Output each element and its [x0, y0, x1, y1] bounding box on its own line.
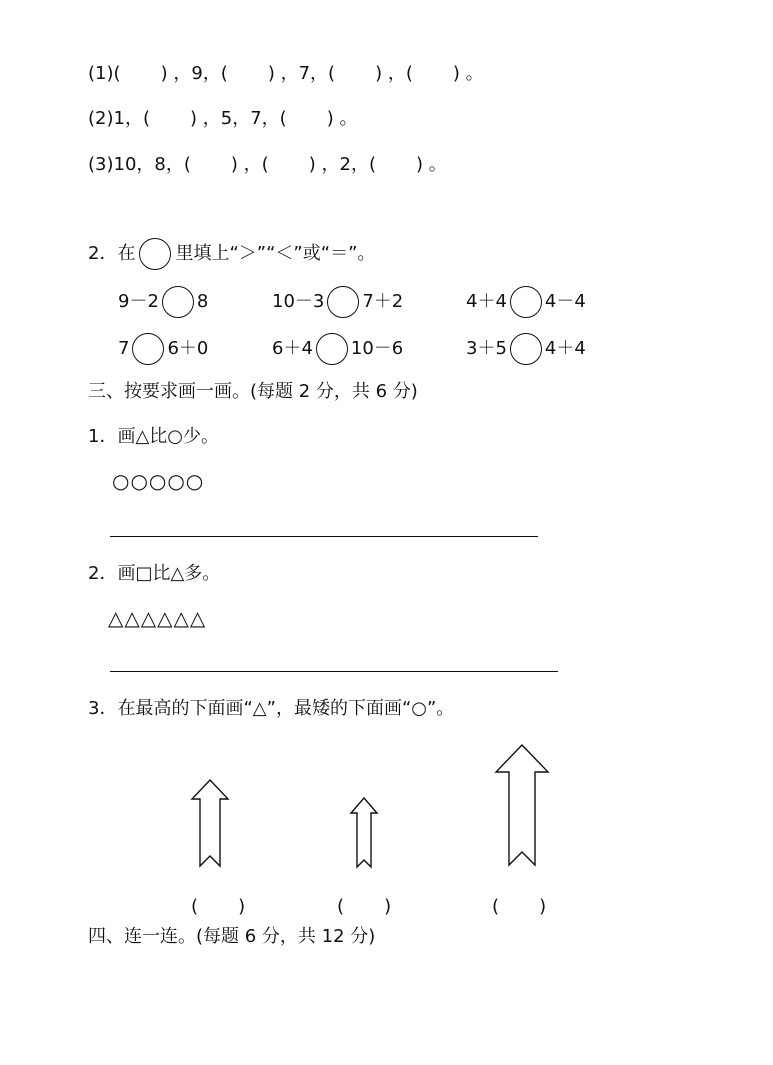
compare-right: 6＋0	[167, 338, 209, 359]
arrow-tall-icon	[496, 745, 548, 865]
answer-paren-2[interactable]: ( )	[337, 896, 392, 917]
compare-title-suffix: 里填上“＞”“＜”或“＝”。	[175, 243, 376, 264]
compare-right: 8	[196, 291, 209, 312]
compare-right: 4＋4	[544, 338, 586, 359]
compare-right: 4－4	[544, 291, 586, 312]
sequence-line-3: (3)10，8，( ) ，( ) ，2，( ) 。	[88, 154, 447, 175]
section-4-heading: 四、连一连。(每题 6 分，共 12 分)	[88, 926, 376, 947]
compare-left: 7	[118, 338, 130, 359]
compare-left: 9－2	[118, 291, 159, 312]
circle-shapes-row: ○○○○○	[112, 469, 205, 493]
compare-left: 3＋5	[466, 338, 507, 359]
compare-left: 6＋4	[272, 338, 313, 359]
sequence-line-2: (2)1，( ) ，5，7，( ) 。	[88, 108, 358, 129]
compare-left: 4＋4	[466, 291, 507, 312]
arrow-short-icon	[351, 798, 377, 867]
answer-paren-1[interactable]: ( )	[191, 896, 246, 917]
compare-right: 10－6	[350, 338, 404, 359]
arrow-medium-icon	[192, 780, 228, 866]
sequence-line-1: (1)( ) ，9，( ) ，7，( ) ，( ) 。	[88, 63, 484, 84]
compare-left: 10－3	[272, 291, 325, 312]
compare-title-prefix: 2．在	[88, 243, 136, 264]
draw-question-2-title: 2．画□比△多。	[88, 563, 221, 584]
draw-question-1-title: 1．画△比○少。	[88, 426, 220, 447]
draw-question-3-title: 3．在最高的下面画“△”，最矮的下面画“○”。	[88, 698, 455, 719]
compare-right: 7＋2	[362, 291, 404, 312]
section-3-heading: 三、按要求画一画。(每题 2 分，共 6 分)	[88, 381, 418, 402]
triangle-shapes-row: △△△△△△	[108, 606, 207, 630]
answer-paren-3[interactable]: ( )	[492, 896, 547, 917]
